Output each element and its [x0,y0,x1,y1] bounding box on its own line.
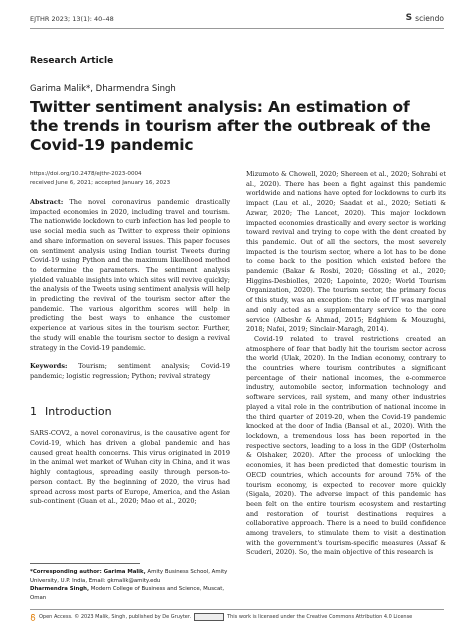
footnote-divider [30,563,140,564]
copyright-text: Open Access. © 2023 Malik, Singh, published by De Gruyter. [39,614,192,620]
keywords [30,362,230,381]
footnote-label: Dharmendra Singh, [30,586,90,592]
title-line: the trends in tourism after the outbreak of the [30,117,431,135]
title-line: Covid-19 pandemic [30,136,194,154]
article-meta [30,170,170,188]
article-title [30,98,450,155]
article-type: Research Article [30,56,114,66]
journal-reference: EJTHR 2023; 13(1): 40–48 [30,15,114,23]
left-column [30,198,230,507]
license-footer [30,613,412,621]
cc-by-license-icon [194,613,224,621]
coauthor-note [30,585,230,602]
abstract [30,198,230,353]
doi-link[interactable]: https://doi.org/10.2478/ejthr-2023-0004 [30,171,142,177]
footnote-text: Amity Business School, Amity University, U.P. India, Email: gkmalik@amity.edu [30,569,228,584]
abstract-text: The novel coronavirus pandemic drastically impacted economies in 2020, including travel and tourism. The nationwide lockdown to curb infection has led people to use social media such as Twitter to express their opinions and share information on several issues. This paper focuses on sentiment analysis using Indian tourist Tweets during Covid-19 using Python and the maximum likelihood method to determine the parameters. The sentiment analysis yielded valuable insights into which sites will revive quickly; the analysis of the Tweets using sentiment analysis will help in predicting the revival of the tourism sector after the pandemic. The various algorithm scores will help in predicting the best ways to enhance the customer experience at various sites in the tourism sector. Further, the study will enable the tourism sector to design a revival strategy in the Covid-19 pandemic. [30,198,230,352]
header-divider [30,28,444,29]
body-paragraph: Covid-19 related to travel restrictions created an atmosphere of fear that badly hit the tourism sector across the world (Ulak, 2020). In the Indian economy, contrary to the countries where tourism contributes a significant percentage of their national incomes, the e-commerce industry, automobile sector, information technology and software services, rail system, and many other industries played a vital role in the contribution of national income in the third quarter of 2019-20, when the Covid-19 pandemic knocked at the door of India (Bansal et al., 2020). With the lockdown, a tremendous loss has been reported in the respective sectors, leading to a loss in the GDP (Osterholm & Olshaker, 2020). After the process of unlocking the economies, it has been predicted that domestic tourism in OECD countries, which accounts for around 75% of the tourism economy, is expected to recover more quickly (Sigala, 2020). The adverse impact of this pandemic has been felt on the entire tourism ecosystem and restarting and restoration of tourist destinations requires a collaborative approach. There is a need to build confidence among travelers, to stimulate them to visit a destination with the government's tourism-specific measures (Assaf & Scuderi, 2020). So, the main objective of this research is [246,334,446,557]
footnotes [30,568,230,602]
open-access-icon [30,614,36,621]
title-line: Twitter sentiment analysis: An estimation of [30,98,410,116]
section-title: Introduction [45,404,112,418]
article-dates: received June 6, 2021; accepted January 16, 2023 [30,180,171,186]
introduction-paragraph: SARS-COV2, a novel coronavirus, is the causative agent for Covid-19, which has driven a global pandemic and has caused great health concerns. This virus originated in 2019 in the animal wet market of Wuhan city in China, and it was highly contagious, spreading easily through person-to-person contact. By the beginning of 2020, the virus had spread across most parts of Europe, America, and the Asian sub-continent (Guan et al., 2020; Mao et al., 2020; [30,429,230,506]
body-paragraph: Mizumoto & Chowell, 2020; Shereen et al., 2020; Sohrabi et al., 2020). There has been a fight against this pandemic worldwide and nations have opted for lockdowns to curb its impact (Lau et al., 2020; Saadat et al., 2020; Setiati & Azwar, 2020; The Lancet, 2020). This major lockdown impacted economies drastically and every sector is working toward revival and trying to cope with the dent created by this pandemic. Out of all the sectors, the most severely impacted is the tourism sector, where a lot has to be done to come back to the position which existed before the pandemic (Bakar & Rosbi, 2020; Gössling et al., 2020; Higgins-Desbiolles, 2020; Lapointe, 2020; World Tourism Organization, 2020). The tourism sector, the primary focus of this study, was an exception: the role of IT was marginal and only acted as a supplementary service to the core service (Albeshr & Ahmad, 2015; Edghiem & Mouzughi, 2018; Nafei, 2019; Sinclair-Maragh, 2014). [246,170,446,334]
keywords-label: Keywords: [30,362,68,371]
corresponding-author-note [30,568,230,585]
section-heading [30,404,230,418]
sciendo-logo-icon: S [405,13,413,23]
keywords-text: Tourism; sentiment analysis; Covid-19 pandemic; logistic regression; Python; revival strategy [30,362,230,380]
right-column [246,170,446,558]
footer-divider [30,609,444,610]
section-number: 1 [30,404,37,418]
footnote-text: Modern College of Business and Science, Muscat, Oman [30,586,225,601]
publisher-name: sciendo [415,13,444,23]
publisher-brand [406,13,444,23]
abstract-label: Abstract: [30,198,64,206]
footnote-label: *Corresponding author: Garima Malik, [30,569,146,575]
author-list: Garima Malik*, Dharmendra Singh [30,84,176,94]
license-text: This work is licensed under the Creative Commons Attribution 4.0 License [227,614,413,620]
